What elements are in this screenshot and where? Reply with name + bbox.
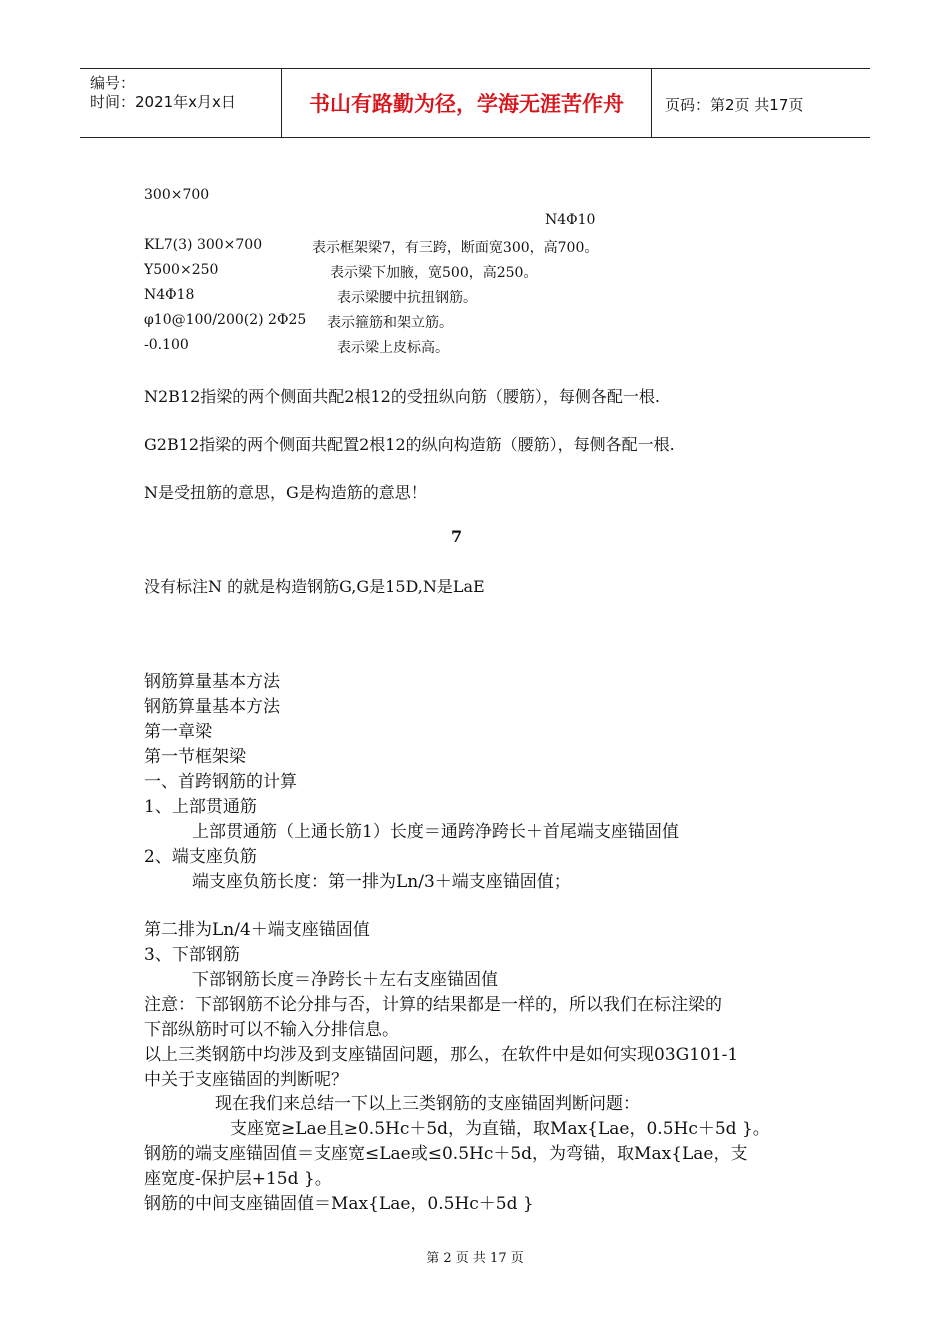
notation-desc: 表示梁腰中抗扭钢筋。 (337, 290, 477, 306)
item-title: 2、端支座负筋 (144, 847, 257, 867)
notation-code: N4Φ18 (144, 287, 195, 303)
paragraph-no-mark: 没有标注N 的就是构造钢筋G,G是15D,N是LaE (144, 577, 485, 596)
rule-text: 座宽度-保护层+15d }。 (144, 1169, 332, 1189)
notation-n4: N4Φ10 (545, 212, 596, 228)
notation-desc: 表示箍筋和架立筋。 (327, 315, 453, 331)
paragraph-meaning: N是受扭筋的意思，G是构造筋的意思！ (144, 483, 427, 502)
section-number: 7 (451, 527, 463, 546)
page-footer: 第 2 页 共 17 页 (426, 1251, 524, 1266)
body-heading: 钢筋算量基本方法 (144, 697, 280, 717)
rule-text: 钢筋的中间支座锚固值＝Max{Lae，0.5Hc＋5d } (144, 1194, 534, 1214)
item-text: 下部钢筋长度＝净跨长＋左右支座锚固值 (192, 970, 498, 990)
notation-code: φ10@100/200(2) 2Φ25 (144, 312, 307, 328)
item-text: 第二排为Ln/4＋端支座锚固值 (144, 920, 370, 940)
paragraph-g2b12: G2B12指梁的两个侧面共配置2根12的纵向构造筋（腰筋），每侧各配一根. (144, 435, 675, 454)
section-title: 第一节框架梁 (144, 747, 246, 767)
rule-text: 钢筋的端支座锚固值＝支座宽≤Lae或≤0.5Hc＋5d，为弯锚，取Max{Lae，支 (144, 1144, 748, 1164)
page-header (80, 68, 870, 138)
rule-text: 支座宽≥Lae且≥0.5Hc＋5d，为直锚，取Max{Lae，0.5Hc＋5d }。 (230, 1119, 770, 1139)
notation-desc: 表示框架梁7，有三跨，断面宽300，高700。 (312, 240, 599, 256)
note-text: 注意：下部钢筋不论分排与否，计算的结果都是一样的，所以我们在标注梁的 (144, 995, 722, 1015)
item-title: 1、上部贯通筋 (144, 797, 257, 817)
item-text: 端支座负筋长度：第一排为Ln/3＋端支座锚固值； (192, 872, 571, 892)
notation-code: KL7(3) 300×700 (144, 237, 263, 253)
subsection-title: 一、首跨钢筋的计算 (144, 772, 297, 792)
notation-code: Y500×250 (144, 262, 219, 278)
time-label: 时间：2021年x月x日 (90, 93, 236, 111)
body-heading: 钢筋算量基本方法 (144, 672, 280, 692)
number-label: 编号： (90, 74, 136, 92)
notation-desc: 表示梁上皮标高。 (337, 340, 449, 356)
notation-code: -0.100 (144, 337, 189, 353)
note-text: 下部纵筋时可以不输入分排信息。 (144, 1020, 399, 1040)
body-text: 现在我们来总结一下以上三类钢筋的支座锚固判断问题： (215, 1094, 640, 1114)
body-text: 以上三类钢筋中均涉及到支座锚固问题，那么，在软件中是如何实现03G101-1 (144, 1045, 739, 1065)
notation-size: 300×700 (144, 187, 210, 203)
header-meta-cell (80, 69, 282, 137)
body-text: 中关于支座锚固的判断呢？ (144, 1070, 348, 1090)
chapter-title: 第一章梁 (144, 722, 212, 742)
page-info: 页码：第2页 共17页 (665, 96, 804, 114)
paragraph-n2b12: N2B12指梁的两个侧面共配2根12的受扭纵向筋（腰筋），每侧各配一根. (144, 387, 660, 406)
item-text: 上部贯通筋（上通长筋1）长度＝通跨净跨长＋首尾端支座锚固值 (192, 822, 679, 842)
item-title: 3、下部钢筋 (144, 945, 240, 965)
motto: 书山有路勤为径，学海无涯苦作舟 (282, 69, 652, 137)
notation-desc: 表示梁下加腋，宽500，高250。 (330, 265, 538, 281)
